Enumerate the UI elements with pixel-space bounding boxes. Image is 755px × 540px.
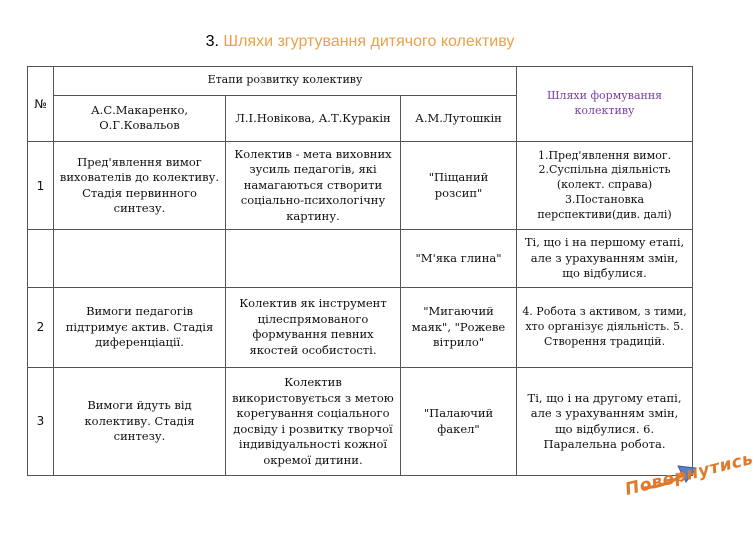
header-row-top [28,67,693,96]
novikova-cell: Колектив використовується з метою корегування соціального досвіду і розвитку творчої індивідуальності кожної окремої дитини. [226,368,401,476]
lutoshkin-cell: "Палаючий факел" [401,368,517,476]
author-header-novikova: Л.І.Новікова, А.Т.Куракін [226,95,401,141]
back-link[interactable]: Повернутись [623,448,755,500]
makarenko-cell: Вимоги педагогів підтримує актив. Стадія диференціації. [54,287,226,367]
ways-cell: Ті, що і на першому етапі, але з урахуванням змін, що відбулися. [517,230,693,288]
row-number: 3 [28,368,54,476]
author-header-lutoshkin: А.М.Лутошкін [401,95,517,141]
novikova-cell: Колектив - мета виховних зусиль педагогів, які намагаються створити соціально-психологічну картину. [226,142,401,230]
novikova-cell: Колектив як інструмент цілеспрямованого формування певних якостей особистості. [226,287,401,367]
lutoshkin-cell: "Мигаючий маяк", "Рожеве вітрило" [401,287,517,367]
stages-table [27,66,693,476]
ways-cell: 1.Пред'явлення вимог. 2.Суспільна діяльність (колект. справа) 3.Постановка перспективи(див. далі) [517,142,693,230]
stages-group-header: Етапи розвитку колективу [54,67,517,96]
table-row [28,287,693,367]
makarenko-cell: Пред'явлення вимог вихователів до колективу. Стадія первинного синтезу. [54,142,226,230]
ways-header: Шляхи формування колективу [517,67,693,142]
table-row [28,230,693,288]
number-header: № [28,67,54,142]
lutoshkin-cell: "Піщаний розсип" [401,142,517,230]
title-main: Шляхи згуртування дитячого колективу [223,33,515,50]
row-number: 2 [28,287,54,367]
row-number: 1 [28,142,54,230]
author-header-makarenko: А.С.Макаренко, О.Г.Ковальов [54,95,226,141]
title-prefix: 3. [205,33,224,50]
makarenko-cell [54,230,226,288]
table-row [28,142,693,230]
makarenko-cell: Вимоги йдуть від колективу. Стадія синтезу. [54,368,226,476]
ways-cell: Ті, що і на другому етапі, але з урахуванням змін, що відбулися. 6. Паралельна робота. [517,368,693,476]
ways-cell: 4. Робота з активом, з тими, хто організує діяльність. 5. Створення традицій. [517,287,693,367]
lutoshkin-cell: "М'яка глина" [401,230,517,288]
page-title [0,33,720,51]
table-row [28,368,693,476]
row-number [28,230,54,288]
novikova-cell [226,230,401,288]
